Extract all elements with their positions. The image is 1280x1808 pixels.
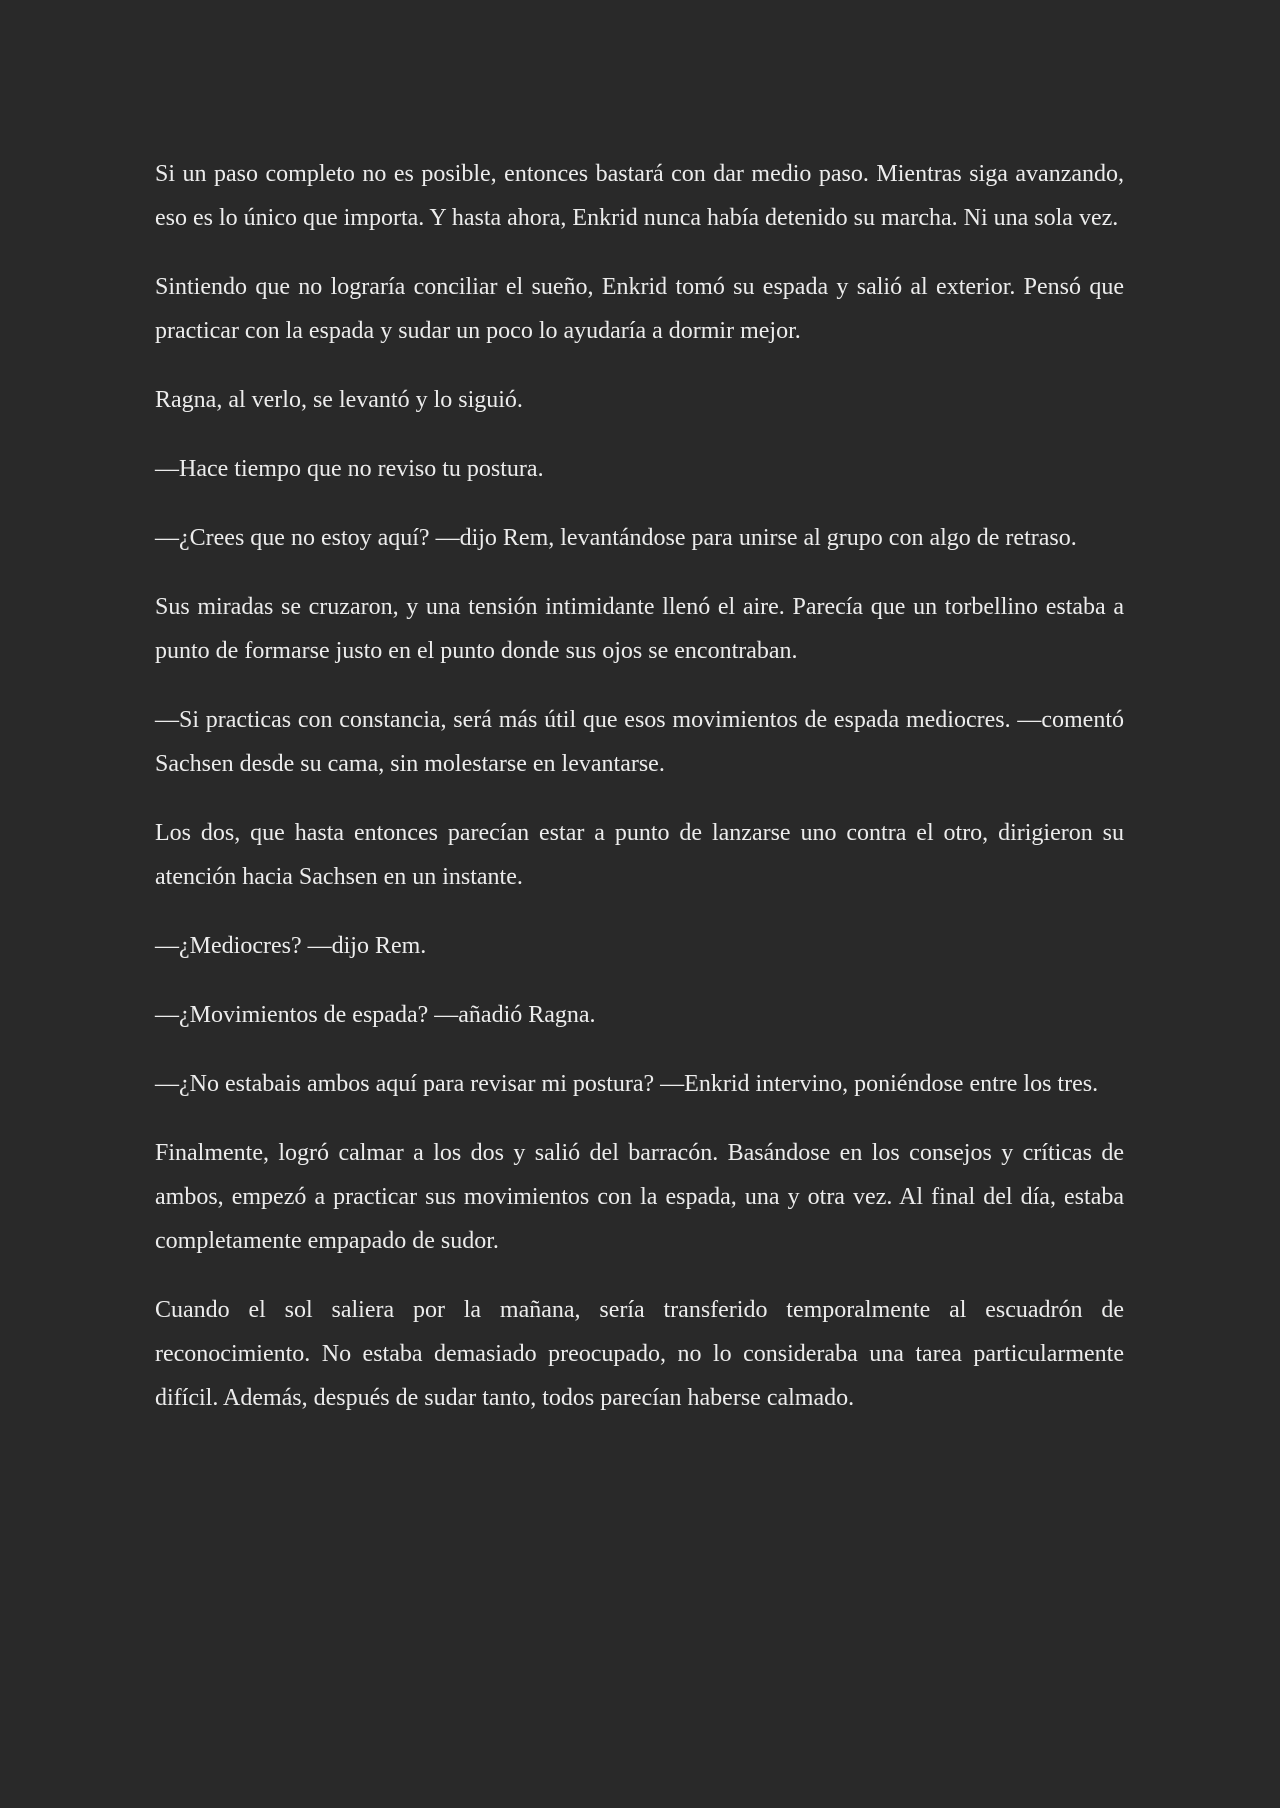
paragraph: —Hace tiempo que no reviso tu postura. [155, 456, 544, 482]
paragraph: —¿Movimientos de espada? —añadió Ragna. [155, 1002, 596, 1028]
paragraph: Finalmente, logró calmar a los dos y salió del barracón. Basándose en los consejos y críticas de ambos, empezó a practicar sus movimientos con la espada, una y otra vez. Al final del día, estaba completamente empapado de sudor. [155, 1140, 1124, 1254]
paragraph: Sus miradas se cruzaron, y una tensión intimidante llenó el aire. Parecía que un torbellino estaba a punto de formarse justo en el punto donde sus ojos se encontraban. [155, 594, 1124, 664]
paragraph: —¿Crees que no estoy aquí? —dijo Rem, levantándose para unirse al grupo con algo de retraso. [155, 525, 1077, 551]
paragraph: Los dos, que hasta entonces parecían estar a punto de lanzarse uno contra el otro, dirigieron su atención hacia Sachsen en un instante. [155, 820, 1124, 890]
paragraph: Ragna, al verlo, se levantó y lo siguió. [155, 387, 523, 413]
paragraph: —Si practicas con constancia, será más útil que esos movimientos de espada mediocres. —comentó Sachsen desde su cama, sin molestarse en levantarse. [155, 707, 1124, 777]
paragraph: —¿Mediocres? —dijo Rem. [155, 933, 427, 959]
paragraph: —¿No estabais ambos aquí para revisar mi postura? —Enkrid intervino, poniéndose entre los tres. [155, 1071, 1099, 1097]
paragraph: Sintiendo que no lograría conciliar el sueño, Enkrid tomó su espada y salió al exterior. Pensó que practicar con la espada y sudar un poco lo ayudaría a dormir mejor. [155, 274, 1124, 344]
reading-page [155, 152, 1124, 1445]
paragraph: Cuando el sol saliera por la mañana, sería transferido temporalmente al escuadrón de reconocimiento. No estaba demasiado preocupado, no lo consideraba una tarea particularmente difícil. Además, después de sudar tanto, todos parecían haberse calmado. [155, 1297, 1124, 1411]
paragraph: Si un paso completo no es posible, entonces bastará con dar medio paso. Mientras siga avanzando, eso es lo único que importa. Y hasta ahora, Enkrid nunca había detenido su marcha. Ni una sola vez. [155, 161, 1124, 231]
